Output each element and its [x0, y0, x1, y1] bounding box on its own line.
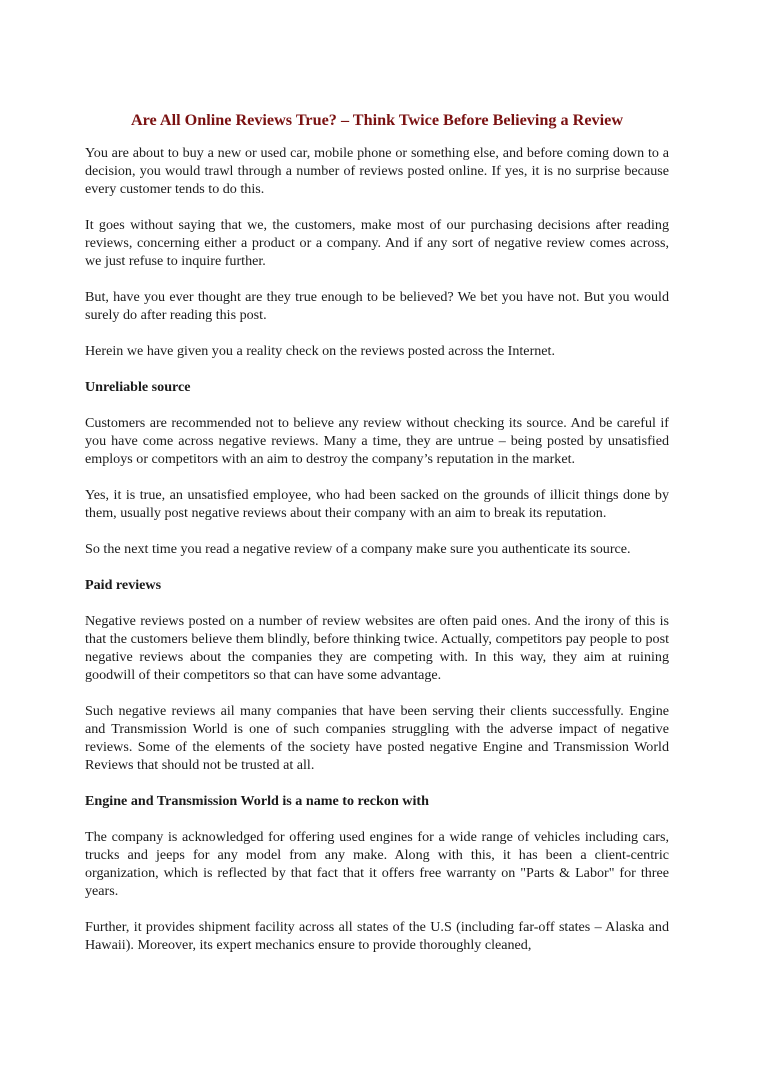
- paragraph-reality-check: Herein we have given you a reality check on the reviews posted across the Internet.: [85, 343, 556, 359]
- paragraph-unsatisfied-employee: Yes, it is true, an unsatisfied employee, who had been sacked on the grounds of illicit things done by them, usually post negative reviews about their company with an aim to break its reputation.: [85, 487, 669, 521]
- paragraph-shipment: Further, it provides shipment facility across all states of the U.S (including far-off states – Alaska and Hawaii). Moreover, its expert mechanics ensure to provide thoroughly cleaned,: [85, 919, 669, 953]
- paragraph-intro: You are about to buy a new or used car, mobile phone or something else, and before coming down to a decision, you would trawl through a number of reviews posted online. If yes, it is no surprise because every customer tends to do this.: [85, 145, 669, 197]
- document-title: Are All Online Reviews True? – Think Twice Before Believing a Review: [130, 111, 624, 129]
- paragraph-authenticate-source: So the next time you read a negative review of a company make sure you authenticate its source.: [85, 541, 631, 557]
- paragraph-true-enough: But, have you ever thought are they true enough to be believed? We bet you have not. But you would surely do after reading this post.: [85, 289, 669, 323]
- paragraph-purchasing-decisions: It goes without saying that we, the customers, make most of our purchasing decisions after reading reviews, concerning either a product or a company. And if any sort of negative review comes across, we just refuse to inquire further.: [85, 217, 669, 269]
- heading-name-to-reckon: Engine and Transmission World is a name to reckon with: [85, 793, 429, 809]
- document-content: [85, 110, 669, 972]
- paragraph-paid-ones: Negative reviews posted on a number of review websites are often paid ones. And the irony of this is that the customers believe them blindly, before thinking twice. Actually, competitors pay people to post negative reviews about the companies they are competing with. In this way, they aim at ruining goodwill of their competitors so that can have some advantage.: [85, 613, 669, 683]
- heading-unreliable-source: Unreliable source: [85, 379, 191, 395]
- heading-paid-reviews: Paid reviews: [85, 577, 162, 593]
- paragraph-check-source: Customers are recommended not to believe any review without checking its source. And be careful if you have come across negative reviews. Many a time, they are untrue – being posted by unsatisfied employs or competitors with an aim to destroy the company’s reputation in the market.: [85, 415, 669, 467]
- paragraph-adverse-impact: Such negative reviews ail many companies that have been serving their clients successfully. Engine and Transmission World is one of such companies struggling with the adverse impact of negative reviews. Some of the elements of the society have posted negative Engine and Transmission World Reviews that should not be trusted at all.: [85, 703, 669, 773]
- paragraph-used-engines: The company is acknowledged for offering used engines for a wide range of vehicles including cars, trucks and jeeps for any model from any make. Along with this, it has been a client-centric organization, which is reflected by that fact that it offers free warranty on "Parts & Labor" for three years.: [85, 829, 669, 899]
